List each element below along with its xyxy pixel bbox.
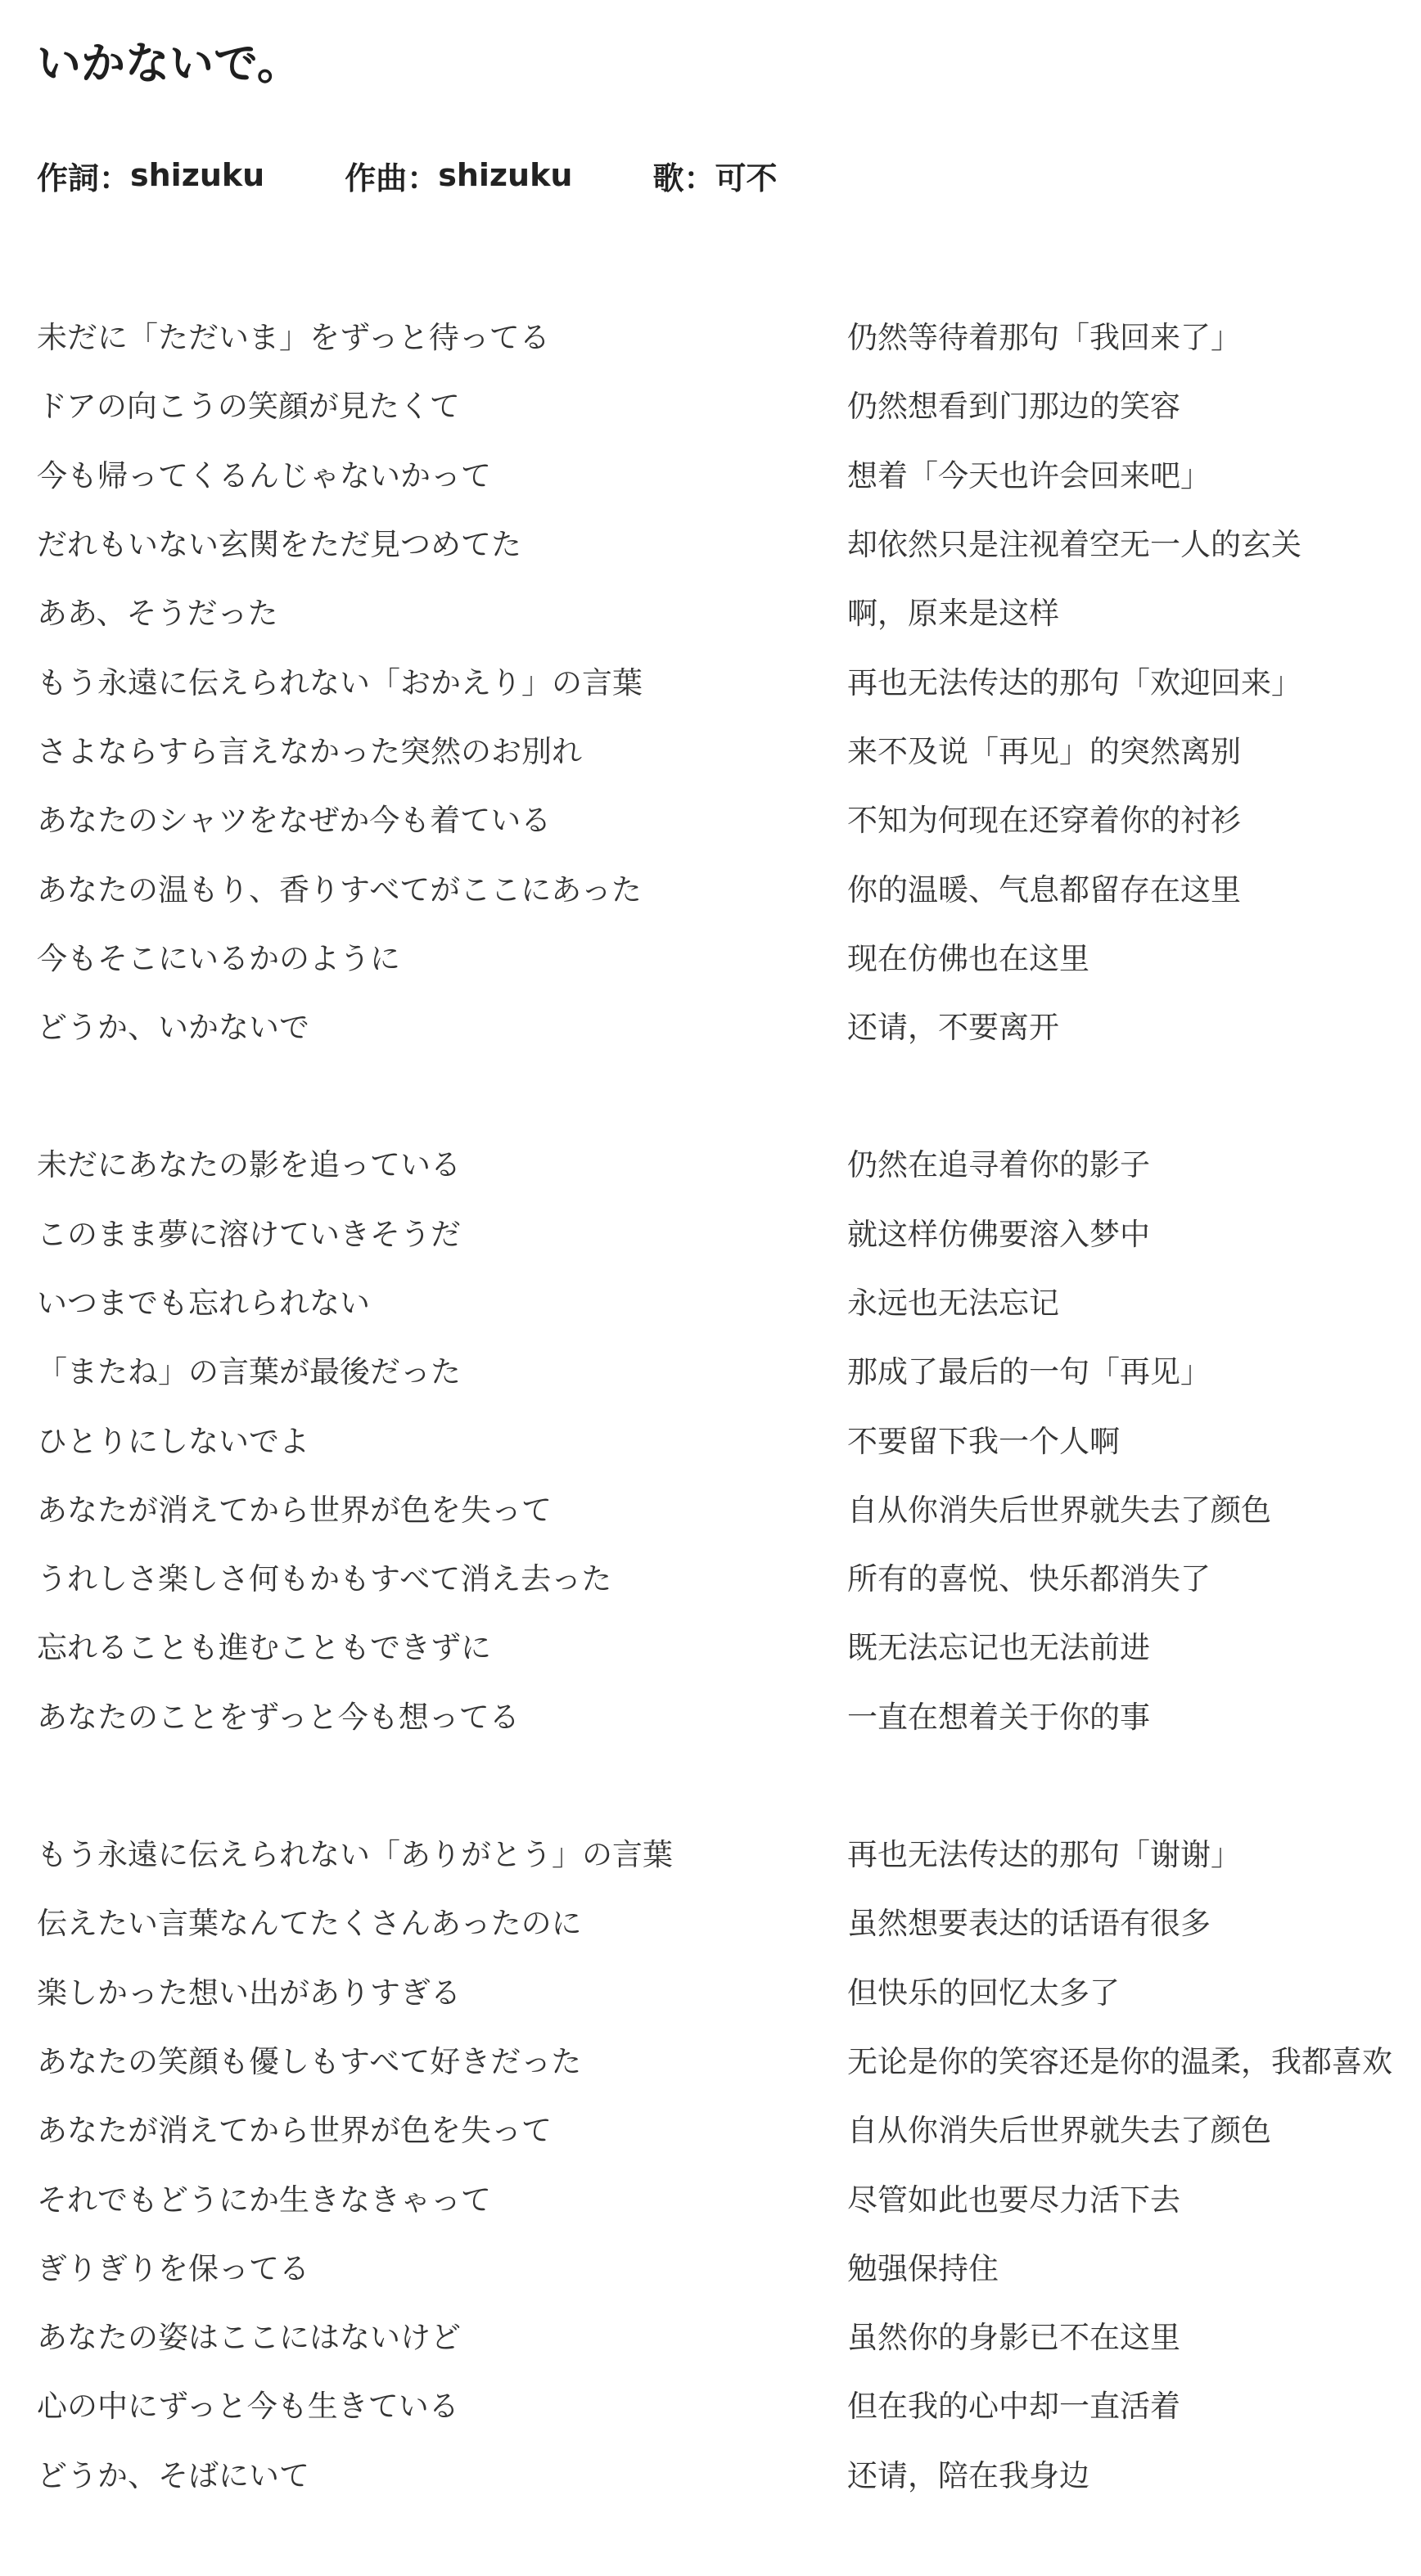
japanese-lyric: もう永遠に伝えられない「おかえり」の言葉 xyxy=(37,664,643,700)
japanese-lyric: いつまでも忘れられない xyxy=(37,1286,370,1321)
singer-name: 可不 xyxy=(715,160,778,196)
lyricist-credit xyxy=(37,153,264,198)
lyric-line xyxy=(37,714,1412,783)
japanese-lyric: あなたの温もり、香りすべてがここにあった xyxy=(37,871,642,907)
japanese-lyric: あなたのことをずっと今も想ってる xyxy=(37,1699,520,1735)
japanese-lyric: ぎりぎりを保ってる xyxy=(37,2250,309,2286)
japanese-lyric: それでもどうにか生きなきゃって xyxy=(37,2182,491,2218)
japanese-lyric: 今もそこにいるかのように xyxy=(37,940,400,976)
chinese-translation: 来不及说「再见」的突然离别 xyxy=(847,733,1241,769)
song-credits xyxy=(37,152,777,198)
japanese-lyric: このまま夢に溶けていきそうだ xyxy=(37,1216,461,1252)
chinese-translation: 所有的喜悦、快乐都消失了 xyxy=(847,1561,1211,1597)
chinese-translation: 却依然只是注视着空无一人的玄关 xyxy=(847,527,1301,563)
lyric-line xyxy=(37,1610,1412,1679)
japanese-lyric: だれもいない玄関をただ見つめてた xyxy=(37,527,521,563)
chinese-translation: 想着「今天也许会回来吧」 xyxy=(847,457,1211,493)
japanese-lyric: 伝えたい言葉なんてたくさんあったのに xyxy=(37,1906,582,1942)
chinese-translation: 仍然在追寻着你的影子 xyxy=(847,1147,1150,1183)
japanese-lyric: 未だに「ただいま」をずっと待ってる xyxy=(37,320,550,356)
japanese-lyric: ひとりにしないでよ xyxy=(37,1423,309,1459)
japanese-lyric: あなたが消えてから世界が色を失って xyxy=(37,1492,552,1528)
lyrics-stanza xyxy=(37,1817,1412,2507)
japanese-lyric: もう永遠に伝えられない「ありがとう」の言葉 xyxy=(37,1837,673,1873)
chinese-translation: 那成了最后的一句「再见」 xyxy=(847,1354,1211,1390)
lyrics-stanza xyxy=(37,300,1412,1059)
lyric-line xyxy=(37,1197,1412,1266)
lyric-line xyxy=(37,783,1412,852)
chinese-translation: 再也无法传达的那句「谢谢」 xyxy=(847,1837,1241,1873)
lyric-line xyxy=(37,1335,1412,1403)
japanese-lyric: どうか、そばにいて xyxy=(37,2457,309,2493)
composer-label: 作曲： xyxy=(345,160,439,196)
japanese-lyric: 「またね」の言葉が最後だった xyxy=(37,1354,461,1390)
song-title: いかないで。 xyxy=(37,38,301,89)
chinese-translation: 你的温暖、气息都留存在这里 xyxy=(847,871,1241,907)
lyric-line xyxy=(37,2024,1412,2093)
japanese-lyric: 今も帰ってくるんじゃないかって xyxy=(37,457,491,493)
chinese-translation: 虽然你的身影已不在这里 xyxy=(847,2320,1180,2356)
chinese-translation: 现在仿佛也在这里 xyxy=(847,940,1089,976)
lyric-line xyxy=(37,2439,1412,2507)
chinese-translation: 自从你消失后世界就失去了颜色 xyxy=(847,2113,1271,2149)
lyric-line xyxy=(37,1680,1412,1749)
chinese-translation: 再也无法传达的那句「欢迎回来」 xyxy=(847,664,1301,700)
chinese-translation: 就这样仿佛要溶入梦中 xyxy=(847,1216,1150,1252)
japanese-lyric: 未だにあなたの影を追っている xyxy=(37,1147,461,1183)
japanese-lyric: うれしさ楽しさ何もかもすべて消え去った xyxy=(37,1561,612,1597)
chinese-translation: 勉强保持住 xyxy=(847,2250,999,2286)
lyric-line xyxy=(37,1817,1412,1886)
lyric-line xyxy=(37,1886,1412,1955)
lyric-line xyxy=(37,2369,1412,2438)
japanese-lyric: あなたのシャツをなぜか今も着ている xyxy=(37,803,552,839)
lyric-line xyxy=(37,2231,1412,2300)
lyric-line xyxy=(37,1266,1412,1335)
lyricist-label: 作詞： xyxy=(37,160,131,196)
lyric-line xyxy=(37,576,1412,645)
lyric-line xyxy=(37,990,1412,1059)
lyric-line xyxy=(37,300,1412,369)
lyric-line xyxy=(37,507,1412,576)
chinese-translation: 自从你消失后世界就失去了颜色 xyxy=(847,1492,1271,1528)
chinese-translation: 永远也无法忘记 xyxy=(847,1286,1059,1321)
chinese-translation: 啊，原来是这样 xyxy=(847,596,1059,632)
japanese-lyric: さよならすら言えなかった突然のお別れ xyxy=(37,733,582,769)
lyric-line xyxy=(37,2093,1412,2162)
japanese-lyric: どうか、いかないで xyxy=(37,1010,309,1046)
lyric-line xyxy=(37,1956,1412,2024)
lyricist-name: shizuku xyxy=(130,157,265,193)
lyric-line xyxy=(37,921,1412,990)
lyric-line xyxy=(37,1473,1412,1542)
chinese-translation: 不要留下我一个人啊 xyxy=(847,1423,1120,1459)
chinese-translation: 但在我的心中却一直活着 xyxy=(847,2389,1180,2425)
chinese-translation: 仍然想看到门那边的笑容 xyxy=(847,389,1180,425)
japanese-lyric: 心の中にずっと今も生きている xyxy=(37,2389,459,2425)
lyric-line xyxy=(37,439,1412,507)
japanese-lyric: あなたの姿はここにはないけど xyxy=(37,2320,461,2356)
japanese-lyric: ああ、そうだった xyxy=(37,596,278,632)
chinese-translation: 既无法忘记也无法前进 xyxy=(847,1630,1150,1666)
japanese-lyric: 楽しかった想い出がありすぎる xyxy=(37,1975,461,2011)
singer-credit xyxy=(652,153,777,198)
chinese-translation: 但快乐的回忆太多了 xyxy=(847,1975,1120,2011)
lyric-line xyxy=(37,2162,1412,2231)
chinese-translation: 还请，不要离开 xyxy=(847,1010,1059,1046)
chinese-translation: 还请，陪在我身边 xyxy=(847,2457,1089,2493)
lyric-line xyxy=(37,1542,1412,1610)
chinese-translation: 一直在想着关于你的事 xyxy=(847,1699,1150,1735)
lyrics-body xyxy=(37,300,1412,2576)
singer-label: 歌： xyxy=(652,160,715,196)
lyric-line xyxy=(37,369,1412,438)
lyric-line xyxy=(37,2300,1412,2369)
japanese-lyric: 忘れることも進むこともできずに xyxy=(37,1630,491,1666)
lyric-line xyxy=(37,645,1412,714)
japanese-lyric: あなたが消えてから世界が色を失って xyxy=(37,2113,552,2149)
lyrics-stanza xyxy=(37,1128,1412,1749)
chinese-translation: 虽然想要表达的话语有很多 xyxy=(847,1906,1211,1942)
chinese-translation: 不知为何现在还穿着你的衬衫 xyxy=(847,803,1241,839)
lyric-line xyxy=(37,852,1412,921)
composer-name: shizuku xyxy=(438,157,573,193)
lyric-line xyxy=(37,1128,1412,1196)
chinese-translation: 仍然等待着那句「我回来了」 xyxy=(847,320,1241,356)
japanese-lyric: あなたの笑顔も優しもすべて好きだった xyxy=(37,2043,582,2079)
chinese-translation: 无论是你的笑容还是你的温柔，我都喜欢 xyxy=(847,2043,1392,2079)
chinese-translation: 尽管如此也要尽力活下去 xyxy=(847,2182,1180,2218)
japanese-lyric: ドアの向こうの笑顔が見たくて xyxy=(37,389,460,425)
lyric-line xyxy=(37,1403,1412,1472)
composer-credit xyxy=(345,153,572,198)
